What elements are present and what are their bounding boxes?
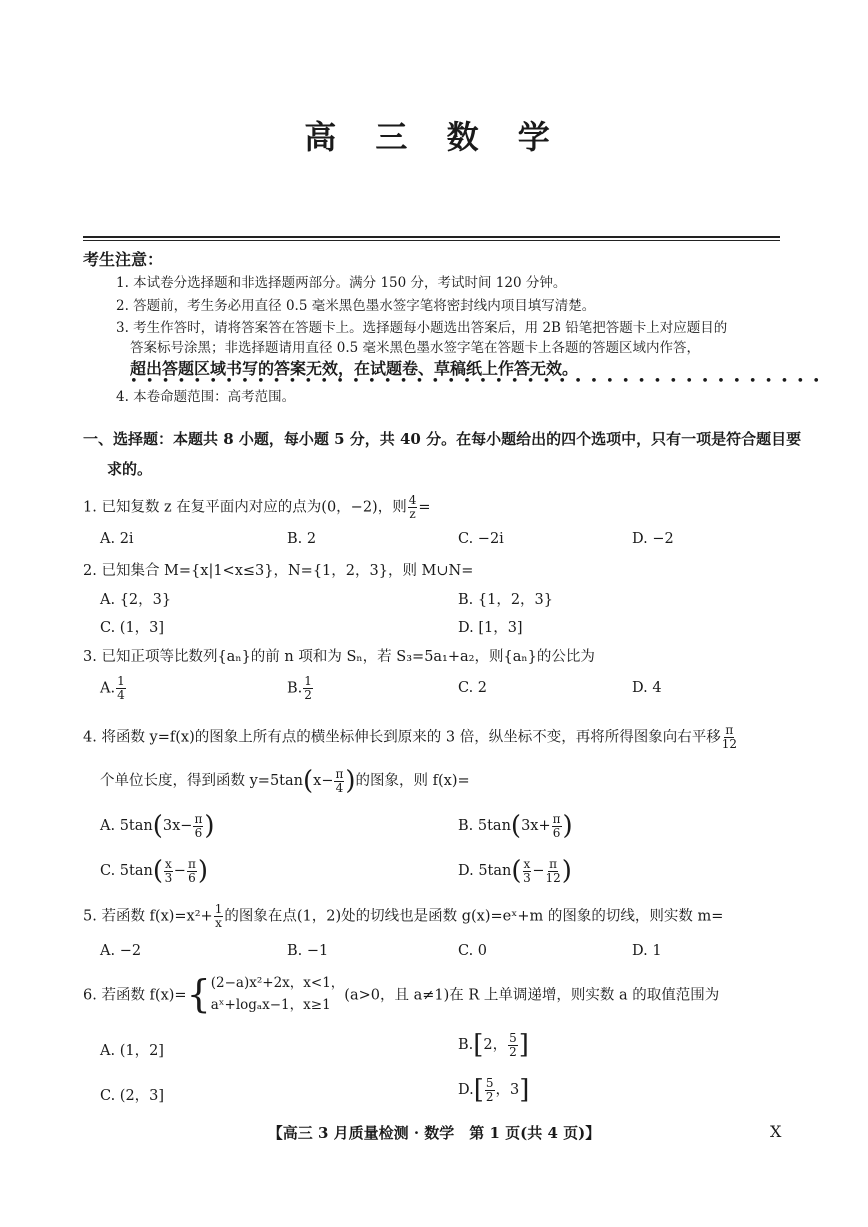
notice-item-1: 1. 本试卷分选择题和非选择题两部分。满分 150 分，考试时间 120 分钟。 [116,275,567,291]
q4-option-d[interactable]: D. 5tan( $\frac{x}{3}$ − $\frac{\pi}{12}$ ) [458,856,572,886]
corner-mark: X [770,1122,782,1141]
question-4 [83,724,738,751]
q4-option-b[interactable]: B. 5tan(3x+ $\frac{\pi}{6}$ ) [458,811,573,841]
double-rule-top [83,236,780,238]
q5-option-c[interactable]: C. 0 [458,943,488,959]
page-footer: 【高三 3 月质量检测 · 数学 第 1 页(共 4 页)】 [267,1124,601,1142]
q4-option-a[interactable]: A. 5tan(3x− $\frac{\pi}{6}$ ) [100,811,215,841]
section-heading: 一、选择题：本题共 8 小题，每小题 5 分，共 40 分。在每小题给出的四个选项中，只有一项是符合题目要 [83,430,802,448]
q2-option-b[interactable]: B. {1，2，3} [458,592,554,608]
section-heading-cont: 求的。 [107,460,153,478]
q5-option-d[interactable]: D. 1 [632,943,662,959]
notice-item-4: 4. 本卷命题范围：高考范围。 [116,389,296,405]
q1-option-b[interactable]: B. 2 [287,531,317,547]
q3-option-a[interactable]: A. $\frac{1}{4}$ [100,674,125,702]
q2-option-a[interactable]: A. {2，3} [100,592,172,608]
notice-item-3-cont: 答案标号涂黑；非选择题请用直径 0.5 毫米黑色墨水签字笔在答题卡上各题的答题区域内作答， [130,340,701,356]
fraction: $\frac{4}{z}$ [408,493,417,521]
q3-option-b[interactable]: B. $\frac{1}{2}$ [287,674,312,702]
question-3: 3. 已知正项等比数列{aₙ}的前 n 项和为 Sₙ，若 S₃=5a₁+a₂，则{aₙ}的公比为 [83,649,595,665]
q6-option-a[interactable]: A. (1，2] [100,1043,164,1059]
notice-item-2: 2. 答题前，考生务必用直径 0.5 毫米黑色墨水签字笔将密封线内项目填写清楚。 [116,298,596,314]
piecewise-cases: (2−a)x²+2x，x<1， aˣ+logₐx−1，x≥1 [210,975,345,1013]
q3-option-c[interactable]: C. 2 [458,680,488,696]
question-2: 2. 已知集合 M={x|1<x≤3}，N={1，2，3}，则 M∪N= [83,563,474,579]
fraction: $\frac{1}{4}$ [117,674,125,702]
q4-option-c[interactable]: C. 5tan( $\frac{x}{3}$ − $\frac{\pi}{6}$ ) [100,856,208,886]
fraction: $\frac{1}{x}$ [214,902,223,930]
q5-option-a[interactable]: A. −2 [100,943,142,959]
page-title: 高 三 数 学 [304,118,564,156]
q1-option-a[interactable]: A. 2i [100,531,134,547]
question-1-stem: 1. 已知复数 z 在复平面内对应的点为(0，−2)，则 [83,499,407,516]
fraction: $\frac{\pi}{12}$ [721,723,737,751]
q5-option-b[interactable]: B. −1 [287,943,329,959]
question-5: 5. 若函数 f(x)=x²+ $\frac{1}{x}$ 的图象在点(1，2)处的切线也是函数 g(x)=eˣ+m 的图象的切线，则实数 m= [83,902,724,930]
q6-option-b[interactable]: B.[2， $\frac{5}{2}$ ] [458,1030,529,1060]
emphasis-dots: •••••••••••••••••••••••••••••••••••••••••••• [130,374,829,389]
q6-option-d[interactable]: D.[ $\frac{5}{2}$ ，3] [458,1075,530,1105]
notice-heading: 考生注意： [83,250,164,269]
question-6: 6. 若函数 f(x)={ (2−a)x²+2x，x<1， aˣ+logₐx−1，x≥1 (a>0，且 a≠1)在 R 上单调递增，则实数 a 的取值范围为 [83,972,720,1016]
q1-option-c[interactable]: C. −2i [458,531,504,547]
q3-option-d[interactable]: D. 4 [632,680,662,696]
q2-option-c[interactable]: C. (1，3] [100,620,165,636]
double-rule-bottom [83,240,780,241]
notice-emphasis: 超出答题区域书写的答案无效，在试题卷、草稿纸上作答无效。 [130,359,579,378]
q6-option-c[interactable]: C. (2，3] [100,1088,165,1104]
q2-option-d[interactable]: D. [1，3] [458,620,523,636]
question-4-cont: 个单位长度，得到函数 y=5tan(x− $\frac{\pi}{4}$ )的图象，则 f(x)= [100,766,470,796]
fraction: $\frac{1}{2}$ [304,674,312,702]
question-4-stem: 4. 将函数 y=f(x)的图象上所有点的横坐标伸长到原来的 3 倍，纵坐标不变，再将所得图象向右平移 [83,729,721,746]
notice-item-3: 3. 考生作答时，请将答案答在答题卡上。选择题每小题选出答案后，用 2B 铅笔把答题卡上对应题目的 [116,320,728,336]
q1-option-d[interactable]: D. −2 [632,531,674,547]
fraction: $\frac{\pi}{4}$ [335,766,344,795]
question-1: 1. 已知复数 z 在复平面内对应的点为(0，−2)，则 $\frac{4}{z}$ = [83,493,431,521]
